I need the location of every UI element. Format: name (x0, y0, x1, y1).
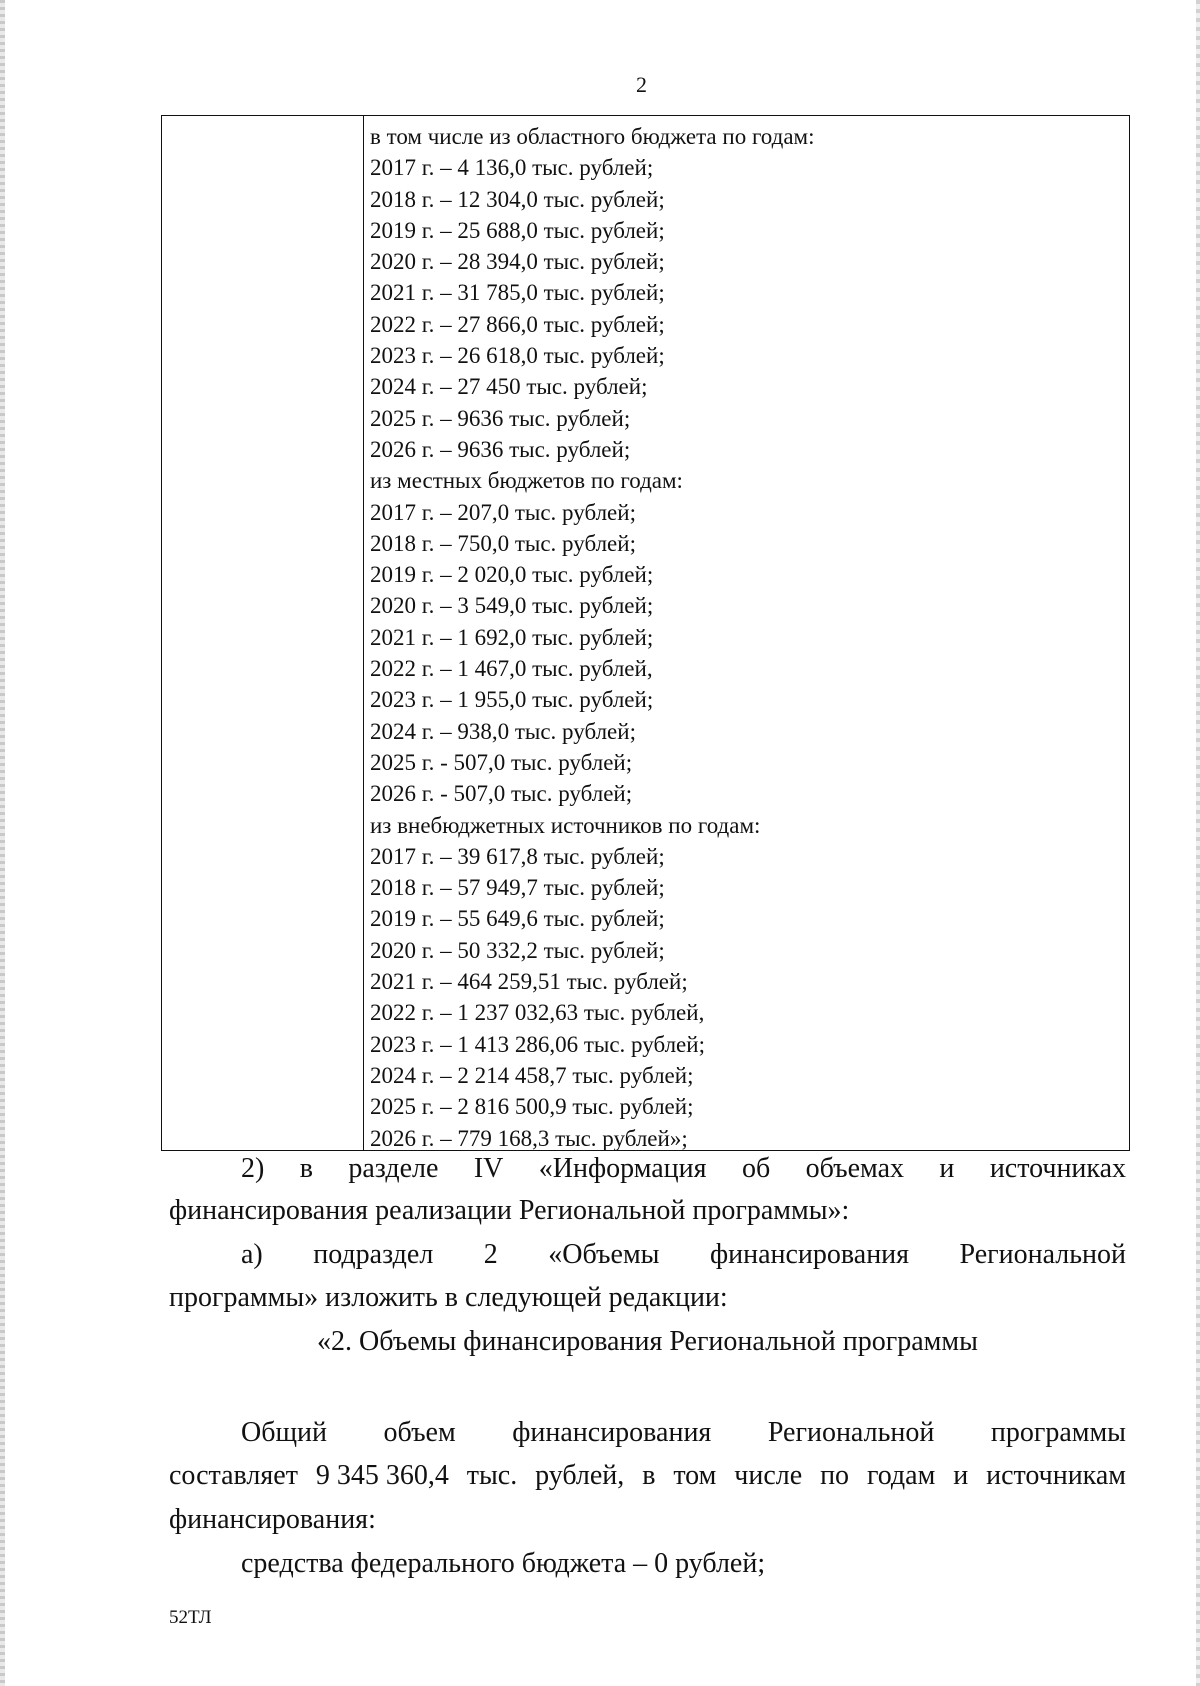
table-line: 2024 г. – 2 214 458,7 тыс. рублей; (370, 1062, 694, 1088)
table-line: из внебюджетных источников по годам: (370, 812, 761, 838)
word: источниках (989, 1153, 1127, 1184)
paragraph-item-2-line-2: финансирования реализации Региональной программы»: (169, 1195, 850, 1226)
word: годам (866, 1460, 936, 1491)
word: в (642, 1460, 656, 1491)
word: составляет (169, 1460, 298, 1491)
paragraph-item-a-line-2: программы» изложить в следующей редакции: (169, 1282, 728, 1313)
word: рублей, (535, 1460, 625, 1491)
table-right-cell (370, 121, 1125, 1154)
table-line: 2018 г. – 750,0 тыс. рублей; (370, 530, 636, 556)
table-line: 2023 г. – 1 955,0 тыс. рублей; (370, 687, 654, 713)
table-line: 2018 г. – 57 949,7 тыс. рублей; (370, 875, 665, 901)
table-line: 2024 г. – 27 450 тыс. рублей; (370, 374, 648, 400)
table-line: 2020 г. – 50 332,2 тыс. рублей; (370, 937, 665, 963)
word: Региональной (767, 1417, 935, 1448)
table-line: 2025 г. – 9636 тыс. рублей; (370, 405, 631, 431)
table-line: 2019 г. – 55 649,6 тыс. рублей; (370, 906, 665, 932)
table-line: в том числе из областного бюджета по годам: (370, 124, 815, 149)
word: «Объемы (548, 1239, 660, 1270)
table-line: 2017 г. – 4 136,0 тыс. рублей; (370, 155, 654, 181)
document-code: 52ТЛ (169, 1607, 212, 1628)
table-line: 2022 г. – 1 467,0 тыс. рублей, (370, 656, 653, 682)
word: 2) (241, 1153, 265, 1184)
word: в (299, 1153, 313, 1184)
word: тыс. (466, 1460, 518, 1491)
word: а) (241, 1239, 263, 1270)
table-line: 2026 г. – 779 168,3 тыс. рублей»; (370, 1125, 688, 1151)
table-line: 2022 г. – 1 237 032,63 тыс. рублей, (370, 1000, 705, 1026)
table-line: 2023 г. – 26 618,0 тыс. рублей; (370, 343, 665, 369)
table-line: 2026 г. - 507,0 тыс. рублей; (370, 781, 633, 807)
table-line: 2021 г. – 1 692,0 тыс. рублей; (370, 624, 654, 650)
word: об (741, 1153, 771, 1184)
scan-edge-right (1196, 0, 1200, 1686)
table-line: 2026 г. – 9636 тыс. рублей; (370, 436, 631, 462)
word: и (953, 1460, 969, 1491)
table-line: 2017 г. – 207,0 тыс. рублей; (370, 499, 636, 525)
table-line: 2020 г. – 3 549,0 тыс. рублей; (370, 593, 654, 619)
word: разделе (348, 1153, 439, 1184)
word: числе (734, 1460, 803, 1491)
table-line: 2025 г. - 507,0 тыс. рублей; (370, 749, 633, 775)
word: объем (383, 1417, 456, 1448)
table-line: 2021 г. – 464 259,51 тыс. рублей; (370, 969, 688, 995)
word: Региональной (959, 1239, 1126, 1270)
paragraph-federal-budget: средства федерального бюджета – 0 рублей; (241, 1548, 766, 1579)
word: 9 345 360,4 (315, 1460, 449, 1491)
word: по (820, 1460, 850, 1491)
table-line: 2024 г. – 938,0 тыс. рублей; (370, 718, 636, 744)
table-line: 2017 г. – 39 617,8 тыс. рублей; (370, 843, 665, 869)
table-line: 2020 г. – 28 394,0 тыс. рублей; (370, 249, 665, 275)
table-left-cell (162, 116, 364, 1150)
paragraph-item-2-line-1 (169, 1149, 1126, 1189)
word: 2 (483, 1239, 498, 1270)
word: Общий (241, 1417, 327, 1448)
table-line: из местных бюджетов по годам: (370, 468, 683, 494)
paragraph-total-line-1 (169, 1413, 1126, 1453)
word: и (939, 1153, 955, 1184)
word: IV (473, 1153, 504, 1184)
scan-edge-left (0, 0, 5, 1686)
page-number: 2 (636, 72, 647, 97)
table-line: 2025 г. – 2 816 500,9 тыс. рублей; (370, 1094, 694, 1120)
table-line: 2023 г. – 1 413 286,06 тыс. рублей; (370, 1031, 705, 1057)
funding-table (161, 115, 1130, 1151)
table-line: 2019 г. – 25 688,0 тыс. рублей; (370, 217, 665, 243)
table-line: 2018 г. – 12 304,0 тыс. рублей; (370, 186, 665, 212)
paragraph-total-line-3: финансирования: (169, 1504, 376, 1535)
word: «Информация (538, 1153, 707, 1184)
table-line: 2021 г. – 31 785,0 тыс. рублей; (370, 280, 665, 306)
word: программы (990, 1417, 1126, 1448)
paragraph-item-a-line-1 (169, 1235, 1126, 1275)
word: подраздел (313, 1239, 434, 1270)
word: финансирования (512, 1417, 712, 1448)
word: финансирования (709, 1239, 910, 1270)
subsection-heading: «2. Объемы финансирования Региональной программы (317, 1326, 978, 1357)
table-line: 2019 г. – 2 020,0 тыс. рублей; (370, 562, 654, 588)
paragraph-total-line-2 (169, 1456, 1126, 1496)
table-line: 2022 г. – 27 866,0 тыс. рублей; (370, 311, 665, 337)
word: том (673, 1460, 717, 1491)
word: источникам (986, 1460, 1127, 1491)
word: объемах (805, 1153, 905, 1184)
